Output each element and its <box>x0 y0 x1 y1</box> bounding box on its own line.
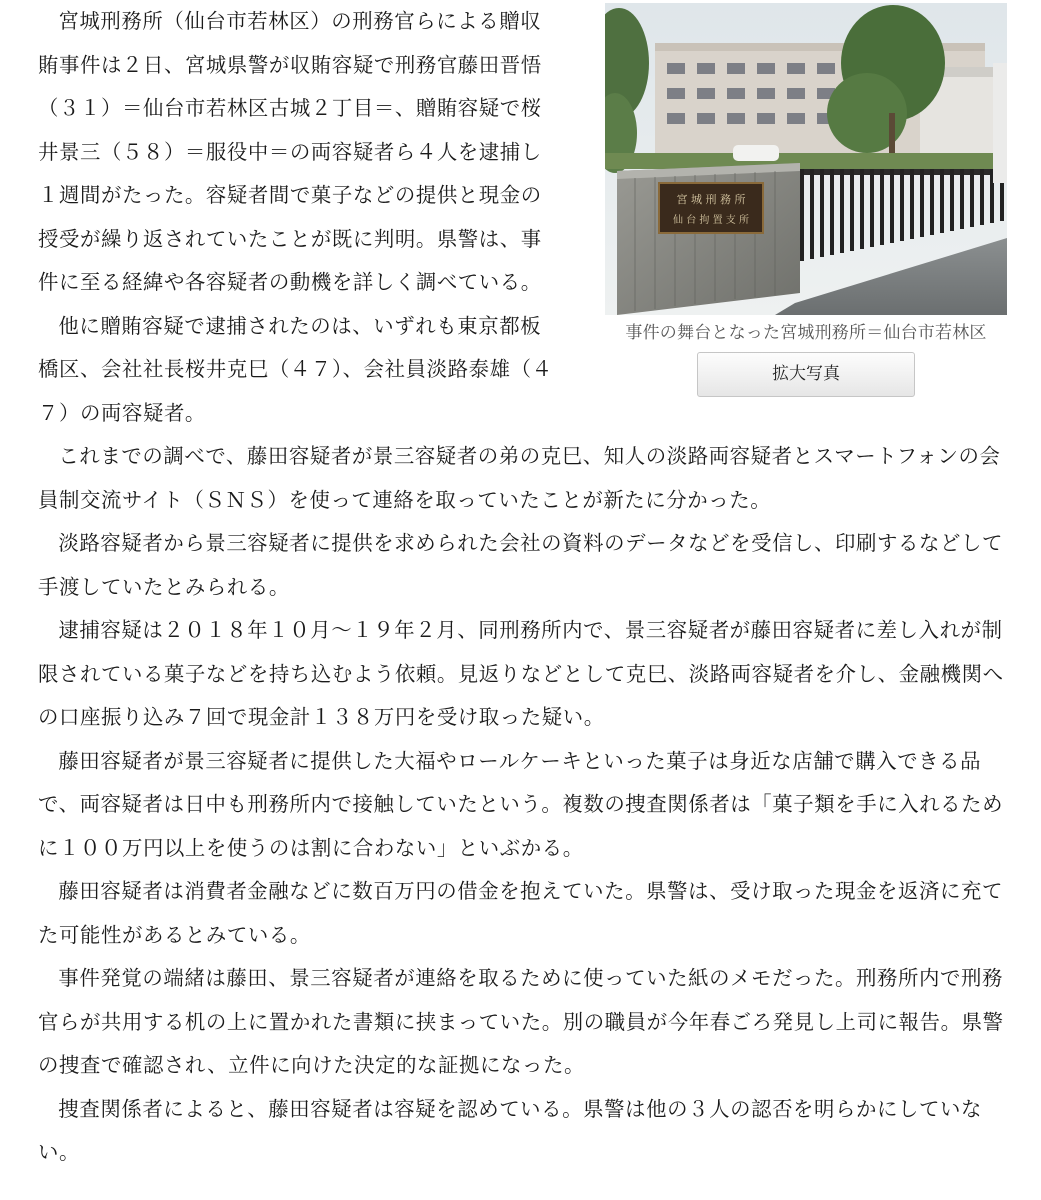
article-lead <box>38 0 558 435</box>
article-paragraph: 藤田容疑者が景三容疑者に提供した大福やロールケーキといった菓子は身近な店舗で購入できる品で、両容疑者は日中も刑務所内で接触していたという。複数の捜査関係者は「菓子類を手に入れるために１００万円以上を使うのは割に合わない」といぶかる。 <box>38 748 1004 860</box>
article-paragraph: 宮城刑務所（仙台市若林区）の刑務官らによる贈収賄事件は２日、宮城県警が収賄容疑で刑務官藤田晋悟（３１）＝仙台市若林区古城２丁目＝、贈賄容疑で桜井景三（５８）＝服役中＝の両容疑者ら４人を逮捕し１週間がたった。容疑者間で菓子などの提供と現金の授受が繰り返されていたことが既に判明。県警は、事件に至る経緯や各容疑者の動機を詳しく調べている。 <box>38 9 542 294</box>
article-paragraph: 事件発覚の端緒は藤田、景三容疑者が連絡を取るために使っていた紙のメモだった。刑務所内で刑務官らが共用する机の上に置かれた書類に挟まっていた。別の職員が今年春ごろ発見し上司に報告。県警の捜査で確認され、立件に向けた決定的な証拠になった。 <box>38 966 1004 1077</box>
article-body <box>38 0 1008 1175</box>
sign-line-1: 宮 城 刑 務 所 <box>676 193 746 206</box>
sign-line-2: 仙 台 拘 置 支 所 <box>673 215 749 226</box>
article-paragraph: 捜査関係者によると、藤田容疑者は容疑を認めている。県警は他の３人の認否を明らかにしていない。 <box>38 1096 982 1164</box>
article-paragraph: 逮捕容疑は２０１８年１０月～１９年２月、同刑務所内で、景三容疑者が藤田容疑者に差し入れが制限されている菓子などを持ち込むよう依頼。見返りなどとして克巳、淡路両容疑者を介し、金融機関への口座振り込み７回で現金計１３８万円を受け取った疑い。 <box>38 618 1004 729</box>
article-paragraph: これまでの調べで、藤田容疑者が景三容疑者の弟の克巳、知人の淡路両容疑者とスマートフォンの会員制交流サイト（ＳＮＳ）を使って連絡を取っていたことが新たに分かった。 <box>38 444 1001 512</box>
article-paragraph: 他に贈賄容疑で逮捕されたのは、いずれも東京都板橋区、会社社長桜井克巳（４７）、会社員淡路泰雄（４７）の両容疑者。 <box>38 313 553 425</box>
figure-caption: 事件の舞台となった宮城刑務所＝仙台市若林区 <box>625 323 987 343</box>
article-paragraph: 藤田容疑者は消費者金融などに数百万円の借金を抱えていた。県警は、受け取った現金を返済に充てた可能性があるとみている。 <box>38 879 1003 947</box>
enlarge-photo-button[interactable]: 拡大写真 <box>697 352 915 397</box>
article-paragraph: 淡路容疑者から景三容疑者に提供を求められた会社の資料のデータなどを受信し、印刷するなどして手渡していたとみられる。 <box>38 531 1003 599</box>
